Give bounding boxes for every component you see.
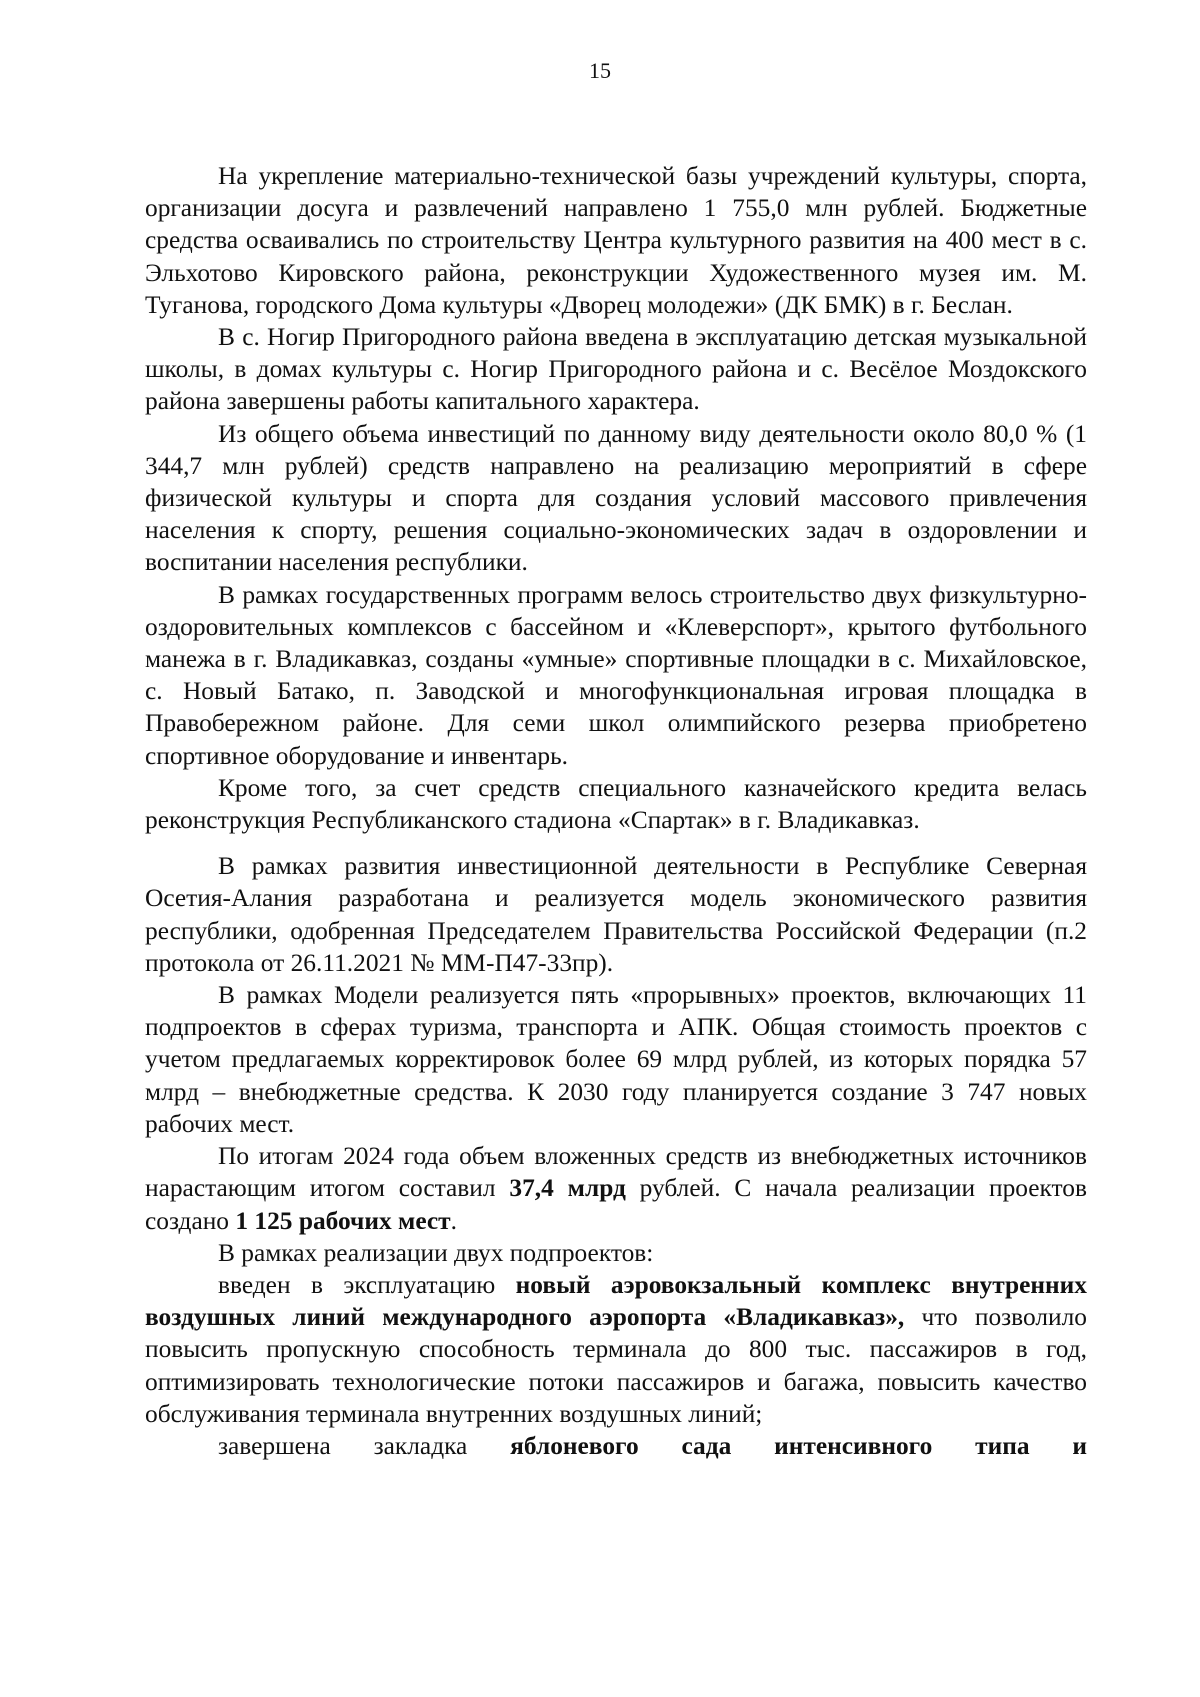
paragraph-economic-model: В рамках развития инвестиционной деятельности в Республике Северная Осетия-Алания разработана и реализуется модель экономического развития республики, одобренная Председателем Правительства Российской Федерации (п.2 протокола от 26.11.2021 № ММ-П47-33пр). bbox=[145, 852, 1087, 977]
text-fragment: что позволило повысить пропускную способность терминала до 800 тыс. пассажиров в год, оптимизировать технологические потоки пассажиров и багажа, повысить качество обслуживания терминала внутренних воздушных линий; bbox=[145, 1303, 1087, 1428]
paragraph-results-2024 bbox=[145, 1140, 1087, 1237]
paragraph-stadium: Кроме того, за счет средств специального казначейского кредита велась реконструкция Республиканского стадиона «Спартак» в г. Владикавказ. bbox=[145, 773, 1087, 835]
bold-amount: 37,4 млрд bbox=[509, 1174, 626, 1203]
paragraph-culture-funding: На укрепление материально-технической базы учреждений культуры, спорта, организации досуга и развлечений направлено 1 755,0 млн рублей. Бюджетные средства осваивались по строительству Центра культурного развития на 400 мест в с. Эльхотово Кировского района, реконструкции Художественного музея им. М. Туганова, городского Дома культуры «Дворец молодежи» (ДК БМК) в г. Беслан. bbox=[145, 162, 1087, 319]
paragraph-sport-investment: Из общего объема инвестиций по данному виду деятельности около 80,0 % (1 344,7 млн рублей) средств направлено на реализацию мероприятий в сфере физической культуры и спорта для создания условий массового привлечения населения к спорту, решения социально-экономических задач в оздоровлении и воспитании населения республики. bbox=[145, 419, 1087, 577]
bold-jobs: 1 125 рабочих мест bbox=[235, 1206, 451, 1235]
text-fragment: рублей. С начала реализации проектов создано bbox=[145, 1174, 1087, 1235]
page-number: 15 bbox=[589, 58, 611, 83]
text-fragment: По итогам 2024 года объем вложенных средств из внебюджетных источников нарастающим итогом составил bbox=[145, 1142, 1087, 1203]
paragraph-airport bbox=[145, 1269, 1087, 1430]
text-fragment: введен в эксплуатацию bbox=[218, 1270, 516, 1299]
text-fragment: завершена закладка bbox=[218, 1431, 511, 1460]
paragraph-subprojects-intro: В рамках реализации двух подпроектов: bbox=[218, 1238, 654, 1267]
paragraph-apple-orchard bbox=[145, 1430, 1087, 1462]
paragraph-music-school: В с. Ногир Пригородного района введена в эксплуатацию детская музыкальной школы, в домах культуры с. Ногир Пригородного района и с. Весёлое Моздокского района завершены работы капитального характера. bbox=[145, 323, 1087, 416]
document-body bbox=[145, 160, 1087, 1462]
paragraph-breakthrough-projects: В рамках Модели реализуется пять «прорывных» проектов, включающих 11 подпроектов в сферах туризма, транспорта и АПК. Общая стоимость проектов с учетом предлагаемых корректировок более 69 млрд рублей, из которых порядка 57 млрд – внебюджетные средства. К 2030 году планируется создание 3 747 новых рабочих мест. bbox=[145, 981, 1087, 1138]
bold-orchard: яблоневого сада интенсивного типа и bbox=[510, 1431, 1087, 1460]
text-fragment: . bbox=[450, 1206, 458, 1235]
bold-airport: новый аэровокзальный комплекс внутренних воздушных линий международного аэропорта «Владикавказ», bbox=[145, 1270, 1087, 1332]
paragraph-state-programs: В рамках государственных программ велось строительство двух физкультурно-оздоровительных комплексов с бассейном и «Клеверспорт», крытого футбольного манежа в г. Владикавказ, созданы «умные» спортивные площадки в с. Михайловское, с. Новый Батако, п. Заводской и многофункциональная игровая площадка в Правобережном районе. Для семи школ олимпийского резерва приобретено спортивное оборудование и инвентарь. bbox=[145, 580, 1087, 770]
